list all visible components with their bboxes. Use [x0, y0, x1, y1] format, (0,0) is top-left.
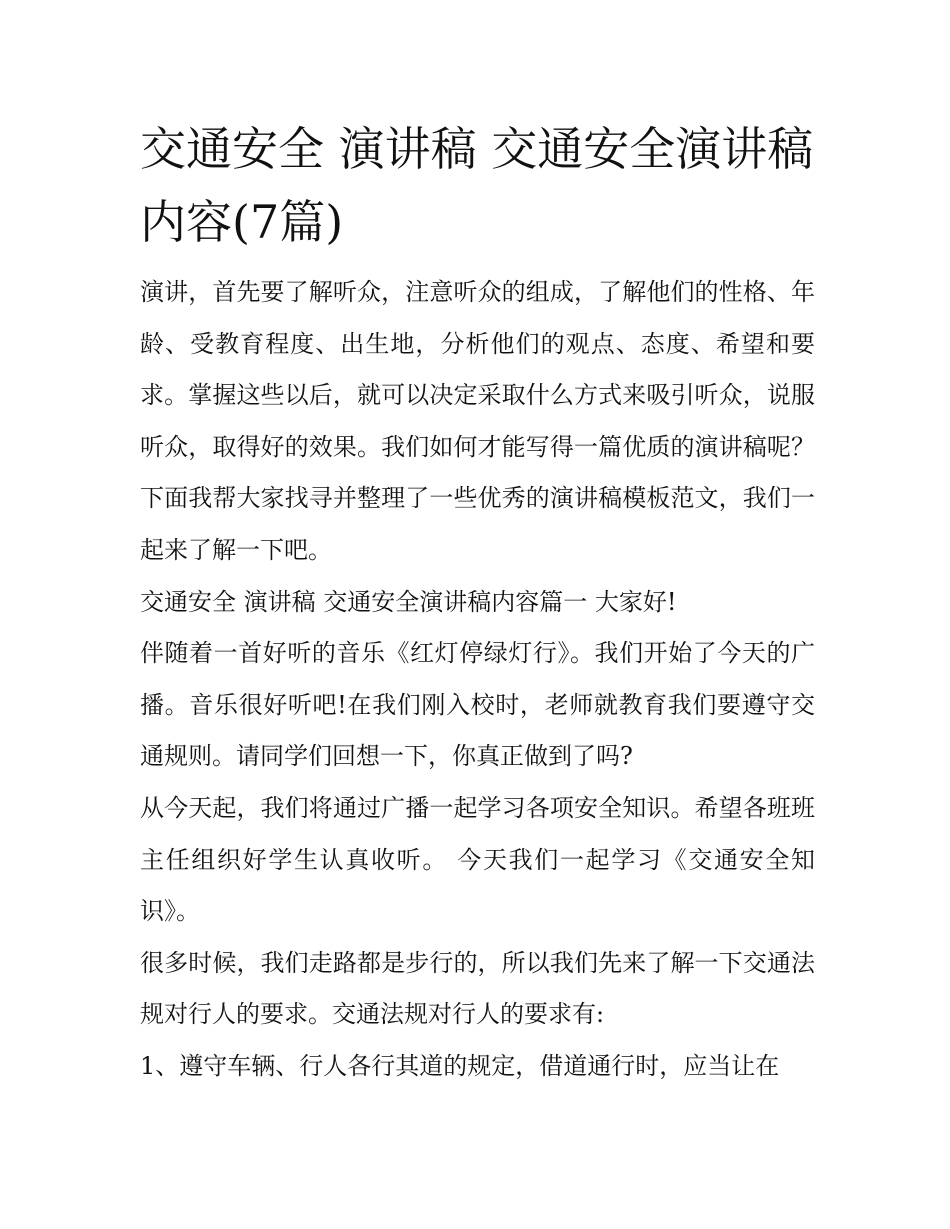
paragraph-rule-1: 1、遵守车辆、行人各行其道的规定，借道通行时，应当让在 [140, 1051, 780, 1080]
paragraph-intro: 演讲，首先要了解听众，注意听众的组成，了解他们的性格、年龄、受教育程度、出生地，分析他们的观点、态度、希望和要求。掌握这些以后，就可以决定采取什么方式来吸引听众，说服听众，取得好的效果。我们如何才能写得一篇优质的演讲稿呢？下面我帮大家找寻并整理了一些优秀的演讲稿模板范文，我们一起来了解一下吧。 [140, 278, 815, 564]
paragraph-music: 伴随着一首好听的音乐《红灯停绿灯行》。我们开始了今天的广播。音乐很好听吧!在我们刚入校时，老师就教育我们要遵守交通规则。请同学们回想一下，你真正做到了吗? [140, 639, 815, 771]
document-body [140, 113, 815, 1093]
paragraph-section-heading: 交通安全 演讲稿 交通安全演讲稿内容篇一 大家好! [140, 587, 677, 616]
title-block [140, 113, 815, 259]
document-title: 交通安全 演讲稿 交通安全演讲稿内容(7篇) [140, 122, 814, 249]
paragraph-broadcast: 从今天起，我们将通过广播一起学习各项安全知识。希望各班班主任组织好学生认真收听。 今天我们一起学习《交通安全知识》。 [140, 793, 815, 926]
paragraph-pedestrian: 很多时候，我们走路都是步行的，所以我们先来了解一下交通法规对行人的要求。交通法规对行人的要求有: [140, 948, 815, 1029]
